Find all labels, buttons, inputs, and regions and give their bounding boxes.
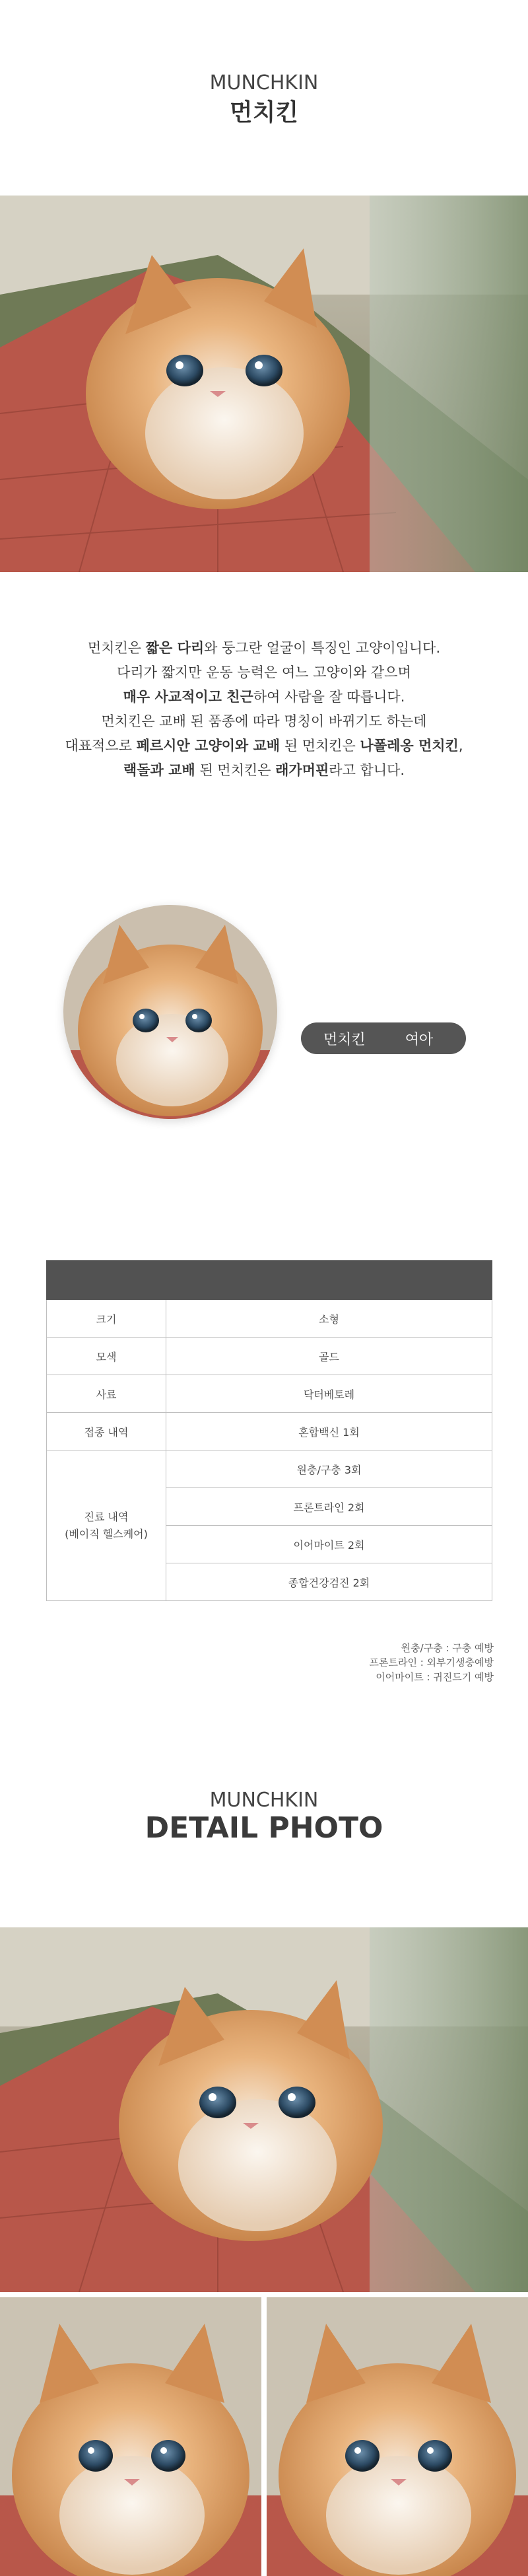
description-line-1: 먼치킨은 짧은 다리와 둥그란 얼굴이 특징인 고양이입니다. <box>87 640 441 656</box>
info-table <box>46 1260 492 1601</box>
description-line-4: 먼치킨은 교배 된 품종에 따라 명칭이 바뀌기도 하는데 <box>101 713 427 729</box>
description-line-6: 랙돌과 교배 된 먼치킨은 래가머핀라고 합니다. <box>123 762 405 778</box>
detail-photo-left <box>0 2297 261 2576</box>
hero-photo <box>0 196 528 572</box>
table-row: 접종 내역 혼합백신 1회 <box>47 1413 492 1450</box>
detail-photo-right <box>267 2297 528 2576</box>
description-line-3: 매우 사교적이고 친근하여 사람을 잘 따릅니다. <box>123 689 405 705</box>
detail-photo-main <box>0 1927 528 2292</box>
table-row: 이어마이트 2회 <box>47 1526 492 1563</box>
profile-pill <box>301 1022 466 1054</box>
table-header-row <box>47 1261 492 1300</box>
table-row: 사료 닥터베토레 <box>47 1375 492 1413</box>
detail-eng-title: MUNCHKIN <box>209 1789 319 1812</box>
table-row: 진료 내역 (베이직 헬스케어) 원충/구충 3회 <box>47 1450 492 1488</box>
description-line-5: 대표적으로 페르시안 고양이와 교배 된 먼치킨은 나폴레옹 먼치킨, <box>65 738 463 754</box>
header-eng-title: MUNCHKIN <box>209 71 319 94</box>
table-row: 크기 소형 <box>47 1300 492 1338</box>
table-row: 종합건강검진 2회 <box>47 1563 492 1601</box>
profile-sex: 여아 <box>405 1031 434 1048</box>
description-line-2: 다리가 짧지만 운동 능력은 여느 고양이와 같으며 <box>117 664 411 680</box>
footnotes: 원충/구충 : 구충 예방 프론트라인 : 외부기생충예방 이어마이트 : 귀진드기 예방 <box>369 1642 494 1683</box>
header-kor-title: 먼치킨 <box>229 99 299 126</box>
info-table-wrapper <box>46 1260 492 1601</box>
profile-name: 먼치킨 <box>323 1031 366 1048</box>
detail-title: DETAIL PHOTO <box>145 1811 383 1845</box>
table-row: 모색 골드 <box>47 1338 492 1375</box>
care-label: 진료 내역 (베이직 헬스케어) <box>47 1450 166 1601</box>
description <box>0 636 528 783</box>
profile-photo <box>63 905 277 1119</box>
table-row: 프론트라인 2회 <box>47 1488 492 1526</box>
